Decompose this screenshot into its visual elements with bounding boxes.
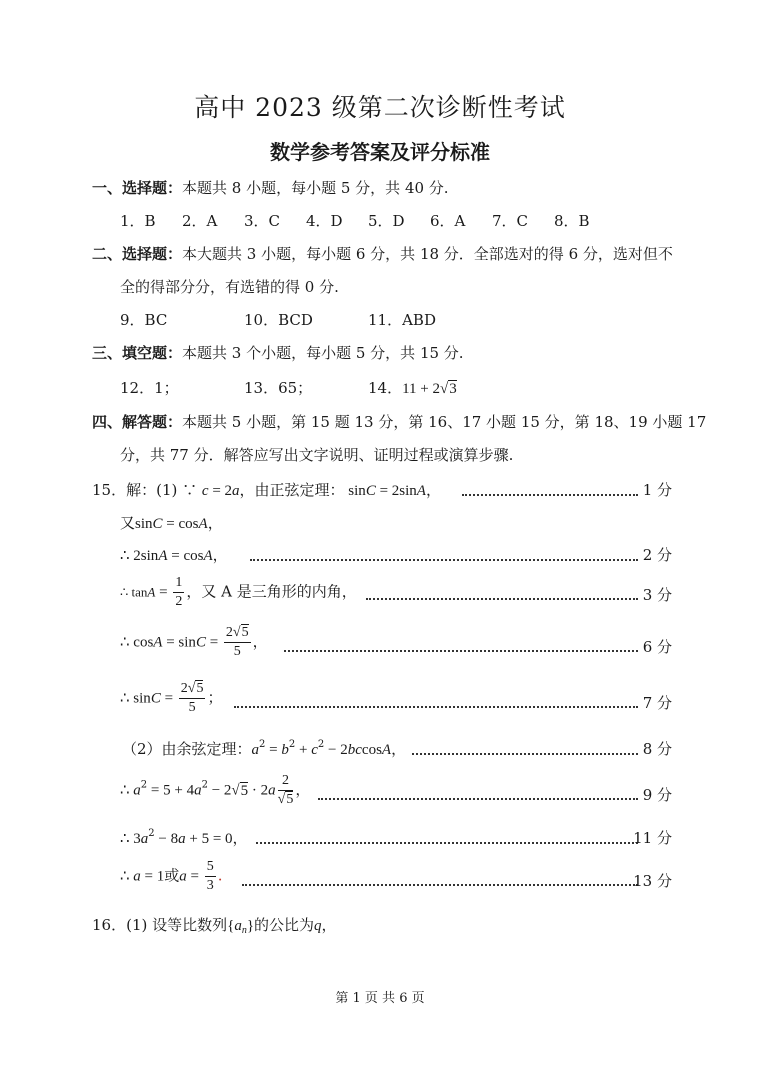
leader-dots [250, 559, 638, 561]
section-1-answer-2: 2．A [182, 212, 218, 230]
section-4-heading [92, 411, 706, 432]
q15-line-2: 又sinC = cosA， [120, 514, 223, 532]
leader-dots [366, 598, 638, 600]
section-3-label: 三、填空题： [92, 344, 183, 362]
q15-score-9: 11 分 [633, 829, 672, 847]
leader-dots [462, 494, 638, 496]
section-1-answer-8: 8．B [554, 212, 590, 230]
section-1-answer-5: 5．D [368, 212, 405, 230]
answer-14-math: 11 + 2√3 [402, 381, 457, 397]
section-4-desc-cont: 分，共 77 分．解答应写出文字说明、证明过程或演算步骤. [120, 446, 514, 464]
fraction-2root5-over-5: $\frac{2√5}{5}$ [225, 625, 249, 659]
q15-l4-text: ，又 A 是三角形的内角， [186, 582, 357, 601]
section-1-answer-1: 1．B [120, 212, 156, 230]
q15-p2-prefix: （2）由余弦定理： [122, 740, 252, 758]
q15-score-6: 7 分 [642, 694, 672, 712]
section-1-label: 一、选择题： [92, 179, 183, 197]
fraction-five-thirds: $\frac{5}{3}$ [206, 859, 214, 893]
leader-dots [234, 706, 638, 708]
q16-mid: 的公比为 [254, 916, 315, 934]
q15-score-p2: 8 分 [642, 740, 672, 758]
q16-line-1: 16．(1) 设等比数列$\{a_n\}$的公比为q， [92, 916, 337, 936]
leader-dots [318, 798, 638, 800]
section-1-desc: 本题共 8 小题，每小题 5 分，共 40 分. [182, 179, 449, 197]
page-footer: 第 1 页 共 6 页 [335, 991, 425, 1006]
page-subtitle: 数学参考答案及评分标准 [270, 140, 490, 164]
section-2-label: 二、选择题： [92, 245, 183, 263]
q15-line-4: ∴ tanA = $\frac{1}{2}$ ，又 A 是三角形的内角， [120, 575, 357, 609]
q15-intro: 15．解：(1) ∵ [92, 481, 198, 499]
q15-line-9: ∴ $3a^2 - 8a + 5 = 0$， [120, 828, 248, 847]
q15-line-8: ∴ $a^2 = 5 + 4a^2 - 2√5 \cdot 2a$ $\frac{2}{√5}$ ， [120, 773, 311, 807]
section-3-answer-14 [368, 377, 457, 398]
q15-line-6: ∴ sinC = $\frac{2√5}{5}$ ； [120, 681, 223, 715]
section-3-answer-12: 12．1； [120, 379, 179, 397]
section-1-answer-6: 6．A [430, 212, 466, 230]
q15-part2-line: （2）由余弦定理：$a^2 = b^2 + c^2 - 2bccosA$， [122, 739, 407, 758]
leader-dots [256, 842, 638, 844]
q15-score-3: 2 分 [642, 546, 672, 564]
section-2-answer-11: 11．ABD [368, 311, 436, 329]
q15-line-3: ∴ 2sinA = cosA， [120, 548, 228, 564]
q15-score-4: 3 分 [642, 586, 672, 604]
section-4-label: 四、解答题： [92, 413, 183, 431]
section-3-heading [92, 342, 464, 363]
q15-score-8: 9 分 [642, 786, 672, 804]
section-4-desc: 本题共 5 小题，第 15 题 13 分，第 16、17 小题 15 分，第 18、19 小题 17 [182, 413, 707, 431]
section-3-answer-13: 13．65； [244, 379, 313, 397]
q15-line-10: ∴ a = 1或a = $\frac{5}{3}$ . [120, 859, 223, 893]
section-2-answer-10: 10．BCD [244, 311, 313, 329]
page-title: 高中 2023 级第二次诊断性考试 [194, 93, 566, 122]
q15-score-5: 6 分 [642, 638, 672, 656]
q15-given-eq: c [201, 483, 209, 499]
q15-l10-mid: 或 [164, 866, 180, 885]
section-2-heading [92, 243, 673, 264]
leader-dots [242, 884, 638, 886]
q15-score-10: 13 分 [633, 872, 672, 890]
leader-dots [412, 753, 638, 755]
answer-14-number: 14． [368, 379, 403, 397]
fraction-2root5-over-5: $\frac{2√5}{5}$ [180, 681, 204, 715]
section-1-answer-3: 3．C [244, 212, 281, 230]
leader-dots [284, 650, 638, 652]
q15-line-1: 15．解：(1) ∵ c = 2a，由正弦定理： sinC = 2sinA， [92, 481, 441, 499]
q15-line-5: ∴ cosA = sinC = $\frac{2√5}{5}$ ， [120, 625, 268, 659]
section-2-desc: 本大题共 3 小题，每小题 6 分，共 18 分．全部选对的得 6 分，选对但不 [182, 245, 673, 263]
q16-intro: 16．(1) 设等比数列 [92, 916, 228, 934]
fraction-one-half: $\frac{1}{2}$ [175, 575, 183, 609]
section-1-answer-4: 4．D [306, 212, 343, 230]
q15-score-1: 1 分 [642, 481, 672, 499]
section-3-desc: 本题共 3 个小题，每小题 5 分，共 15 分. [182, 344, 464, 362]
q15-l1-text: ，由正弦定理： [239, 481, 345, 499]
section-2-desc-cont: 全的得部分分，有选错的得 0 分. [120, 278, 339, 296]
q15-l2-prefix: 又 [120, 514, 136, 532]
section-1-answer-7: 7．C [492, 212, 529, 230]
section-2-answer-9: 9．BC [120, 311, 168, 329]
fraction-2-over-root5: $\frac{2}{√5}$ [277, 773, 294, 807]
section-1-heading [92, 177, 449, 198]
